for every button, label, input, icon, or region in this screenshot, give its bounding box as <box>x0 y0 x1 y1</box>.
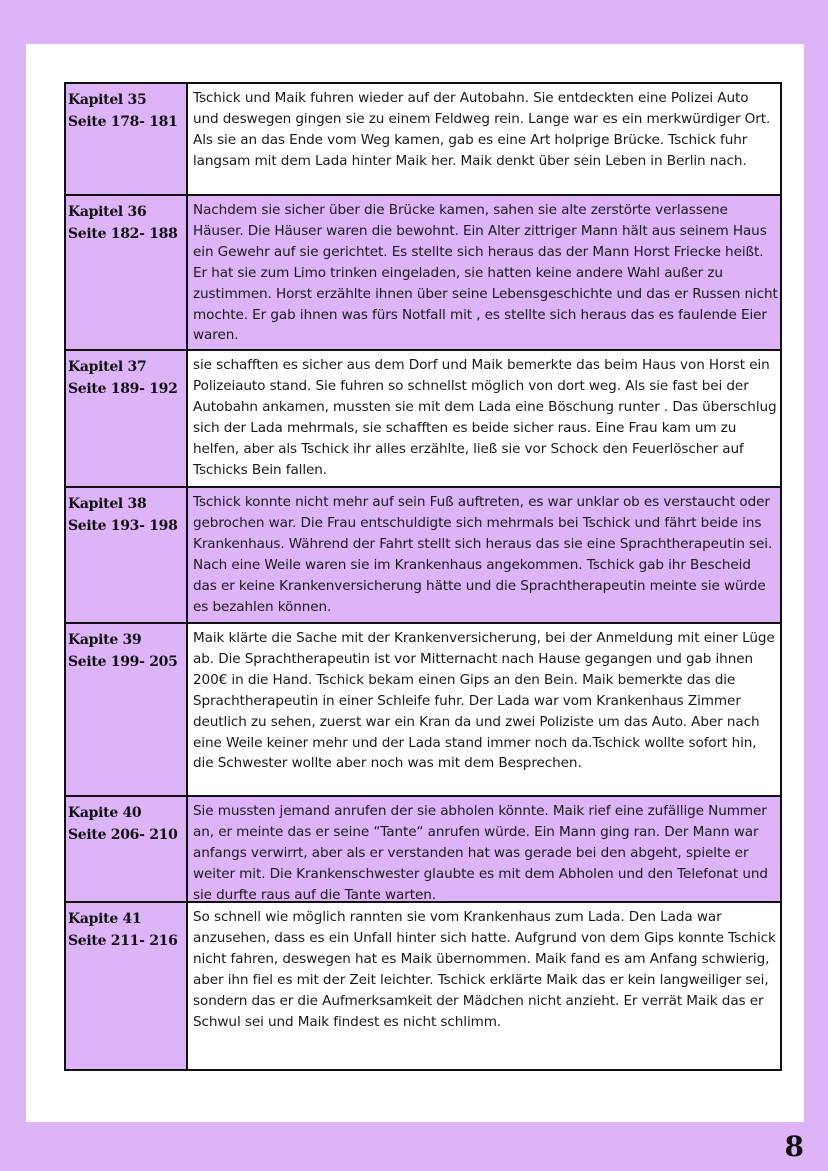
chapter-title: Kapitel 35 <box>68 92 147 108</box>
chapter-row-36 <box>66 196 780 351</box>
chapter-pages: Seite 189- 192 <box>68 381 178 397</box>
chapter-title: Kapitel 38 <box>68 496 147 512</box>
chapter-pages: Seite 199- 205 <box>68 654 178 670</box>
chapter-title: Kapitel 37 <box>68 359 147 375</box>
document-page <box>26 44 804 1122</box>
chapter-label-cell <box>66 797 188 901</box>
chapter-summary: Nachdem sie sicher über die Brücke kamen, sahen sie alte zerstörte verlassene Häuser. Die Häuser waren die bewohnt. Ein Alter zittriger Mann hält aus seinem Haus ein Gewehr auf sie gerichtet. Es stellte sich heraus das der Mann Horst Friecke heißt. Er hat sie zum Limo trinken eingeladen, sie hatten keine andere Wahl außer zu zustimmen. Horst erzählte ihnen über seine Lebensgeschichte und das er Russen nicht mochte. Er gab ihnen was fürs Notfall mit , es stellte sich heraus das es faulende Eier waren. <box>188 196 780 349</box>
chapter-summary: Tschick und Maik fuhren wieder auf der Autobahn. Sie entdeckten eine Polizei Auto und deswegen gingen sie zu einem Feldweg rein. Lange war es ein merkwürdiger Ort. Als sie an das Ende vom Weg kamen, gab es eine Art holprige Brücke. Tschick fuhr langsam mit dem Lada hinter Maik her. Maik denkt über sein Leben in Berlin nach. <box>188 84 780 194</box>
chapter-label-cell <box>66 624 188 795</box>
chapter-label-cell <box>66 84 188 194</box>
chapter-pages: Seite 211- 216 <box>68 933 178 949</box>
chapter-row-35 <box>66 84 780 196</box>
chapter-summary: Maik klärte die Sache mit der Krankenversicherung, bei der Anmeldung mit einer Lüge ab. Die Sprachtherapeutin ist vor Mitternacht nach Hause gegangen und gab ihnen 200€ in die Hand. Tschick bekam einen Gips an den Bein. Maik bemerkte das die Sprachtherapeutin in einer Schleife fuhr. Der Lada war vom Krankenhaus Zimmer deutlich zu sehen, zuerst war ein Kran da und zwei Poliziste um das Auto. Aber nach eine Weile keiner mehr und der Lada stand immer noch da.Tschick wollte sofort hin, die Schwester wollte aber noch was mit dem Besprechen. <box>188 624 780 795</box>
chapter-title: Kapite 41 <box>68 911 142 927</box>
chapter-row-41 <box>66 903 780 1069</box>
chapter-summary-table <box>64 82 782 1071</box>
chapter-pages: Seite 178- 181 <box>68 114 178 130</box>
chapter-row-38 <box>66 488 780 624</box>
page-number: 8 <box>784 1130 804 1163</box>
chapter-pages: Seite 193- 198 <box>68 518 178 534</box>
chapter-label-cell <box>66 196 188 349</box>
chapter-title: Kapite 39 <box>68 632 142 648</box>
chapter-pages: Seite 182- 188 <box>68 226 178 242</box>
chapter-label-cell <box>66 351 188 486</box>
chapter-row-40 <box>66 797 780 903</box>
chapter-row-37 <box>66 351 780 488</box>
chapter-row-39 <box>66 624 780 797</box>
chapter-summary: sie schafften es sicher aus dem Dorf und Maik bemerkte das beim Haus von Horst ein Polizeiauto stand. Sie fuhren so schnellst möglich von dort weg. Als sie fast bei der Autobahn ankamen, mussten sie mit dem Lada eine Böschung runter . Das überschlug sich der Lada mehrmals, sie schafften es beide sicher raus. Eine Frau kam um zu helfen, aber als Tschick ihr alles erzählte, ließ sie vor Schock den Feuerlöscher auf Tschicks Bein fallen. <box>188 351 780 486</box>
chapter-pages: Seite 206- 210 <box>68 827 178 843</box>
chapter-summary: Sie mussten jemand anrufen der sie abholen könnte. Maik rief eine zufällige Nummer an, er meinte das er seine “Tante“ anrufen würde. Ein Mann ging ran. Der Mann war anfangs verwirrt, aber als er verstanden hat was gerade bei den abgeht, spielte er weiter mit. Die Krankenschwester glaubte es mit dem Abholen und den Telefonat und sie durfte raus auf die Tante warten. <box>188 797 780 901</box>
chapter-label-cell <box>66 903 188 1069</box>
chapter-title: Kapitel 36 <box>68 204 147 220</box>
chapter-label-cell <box>66 488 188 622</box>
chapter-title: Kapite 40 <box>68 805 142 821</box>
chapter-summary: Tschick konnte nicht mehr auf sein Fuß auftreten, es war unklar ob es verstaucht oder gebrochen war. Die Frau entschuldigte sich mehrmals bei Tschick und fährt beide ins Krankenhaus. Während der Fahrt stellt sich heraus das sie eine Sprachtherapeutin sei. Nach eine Weile waren sie im Krankenhaus angekommen. Tschick gab ihr Bescheid das er keine Krankenversicherung hätte und die Sprachtherapeutin meinte sie würde es bezahlen können. <box>188 488 780 622</box>
chapter-summary: So schnell wie möglich rannten sie vom Krankenhaus zum Lada. Den Lada war anzusehen, dass es ein Unfall hinter sich hatte. Aufgrund von dem Gips konnte Tschick nicht fahren, deswegen hat es Maik übernommen. Maik fand es am Anfang schwierig, aber ihn fiel es mit der Zeit leichter. Tschick erklärte Maik das er kein langweiliger sei, sondern das er die Aufmerksamkeit der Mädchen nicht anzieht. Er verrät Maik das er Schwul sei und Maik findest es nicht schlimm. <box>188 903 780 1069</box>
